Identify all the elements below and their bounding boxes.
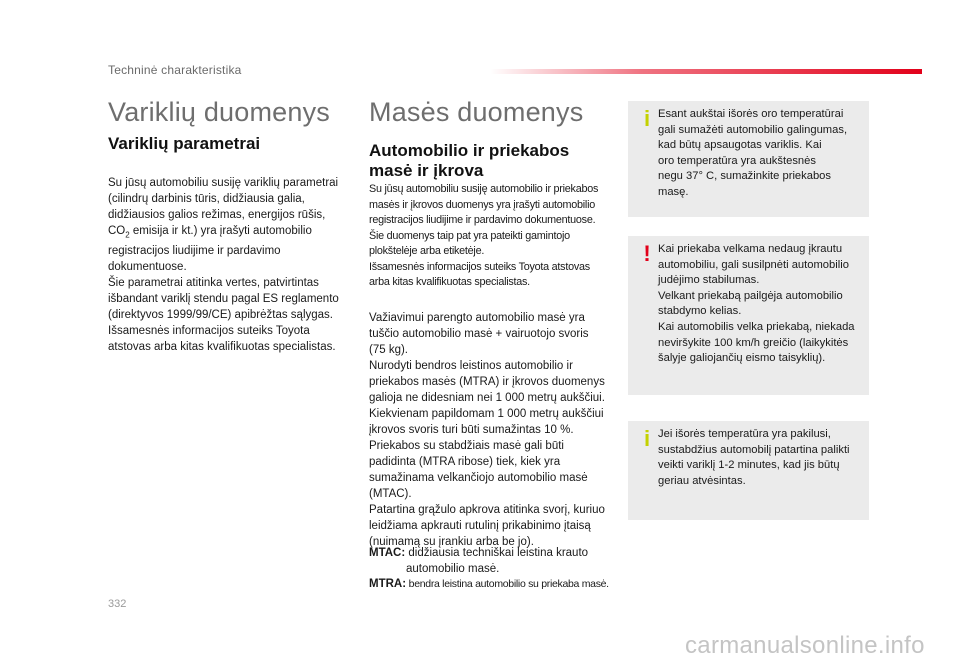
engine-data-title: Variklių duomenys (108, 97, 330, 127)
abbreviation-mtra (369, 576, 629, 592)
note-high-temperature (628, 101, 869, 217)
abbreviation-mtac-definition-2: automobilio masė. (406, 563, 500, 575)
mass-data-title: Masės duomenys (369, 97, 584, 127)
warning-icon: ! (643, 241, 651, 266)
info-icon: i (643, 426, 651, 451)
section-header: Techninė charakteristika (108, 63, 242, 77)
mass-details-text: Važiavimui parengto automobilio masė yra tuščio automobilio masė + vairuotojo svoris (75 kg). Nurodyti bendros leistinos automobilio ir priekabos masės (MTRA) ir įkrovos duomenys galioja ne didesniam nei 1 000 metrų aukščiui. Kiekvienam papildomam 1 000 metrų aukščiui įkrovos svoris turi būti sumažintas 10 %. Priekabos su stabdžiais masė gali būti padidinta (MTRA ribose) tiek, kiek yra sumažinama velkančiojo automobilio masė (MTAC). Patartina grąžulo apkrova atitinka svorį, kuriuo leidžiama apkrauti rutulinį prikabinimo įtaisą (nuimamą su įrankiu arba be jo). (369, 312, 605, 548)
engine-text-part2: emisija ir kt.) yra įrašyti automobilio registracijos liudijime ir pardavimo dokumentuose. Šie parametrai atitinka vertes, patvirtintas išbandant variklį stendu pagal ES reglamento (direktyvos 1999/99/CE) apibrėžtas sąlygas. Išsamesnės informacijos suteiks Toyota atstovas arba kitas kvalifikuotas specialistas. (108, 225, 339, 354)
vehicle-trailer-mass-subtitle: Automobilio ir priekabos masė ir įkrova (369, 141, 570, 180)
co2-subscript: 2 (125, 230, 130, 240)
mass-intro-text: Su jūsų automobiliu susiję automobilio ir priekabos masės ir įkrovos duomenys yra įrašyti automobilio registracijos liudijime ir pardavimo dokumentuose. Šie duomenys taip pat yra pateikti gamintojo plokštelėje arba etiketėje. Išsamesnės informacijos suteiks Toyota atstovas arba kitas kvalifikuotas specialistas. (369, 183, 599, 288)
abbreviation-mtac-definition: didžiausia techniškai leistina krauto (408, 547, 589, 559)
watermark: carmanualsonline.info (685, 632, 925, 659)
note-trailer-warning (628, 236, 869, 395)
note-high-temperature-text: Esant aukštai išorės oro temperatūrai gali sumažėti automobilio galingumas, kad būtų apsaugotas variklis. Kai oro temperatūra yra aukštesnės negu 37° C, sumažinkite priekabos masę. (658, 108, 848, 198)
abbreviation-mtac-term: MTAC: (369, 547, 406, 559)
abbreviation-mtra-definition: bendra leistina automobilio su priekaba masė. (408, 578, 609, 590)
info-icon: i (643, 106, 651, 131)
note-trailer-warning-text: Kai priekaba velkama nedaug įkrautu automobiliu, gali susilpnėti automobilio judėjimo stabilumas. Velkant priekabą pailgėja automobilio stabdymo kelias. Kai automobilis velka priekabą, niekada neviršykite 100 km/h greičio (laikykitės šalyje galiojančių eismo taisyklių). (658, 243, 855, 365)
page-number: 332 (108, 598, 127, 610)
note-engine-cooling (628, 421, 869, 520)
abbreviation-mtra-term: MTRA: (369, 578, 407, 590)
header-accent-line (490, 69, 922, 74)
engine-parameters-subtitle: Variklių parametrai (108, 134, 261, 153)
engine-parameters-text (108, 175, 353, 355)
note-engine-cooling-text: Jei išorės temperatūra yra pakilusi, sustabdžius automobilį patartina palikti veikti variklį 1-2 minutes, kad jis būtų geriau atvėsintas. (658, 428, 850, 487)
abbreviation-mtac (369, 545, 619, 577)
engine-text-part1: Su jūsų automobiliu susiję variklių parametrai (cilindrų darbinis tūris, didžiausia galia, didžiausios galios režimas, energijos rūšis, CO (108, 177, 339, 237)
